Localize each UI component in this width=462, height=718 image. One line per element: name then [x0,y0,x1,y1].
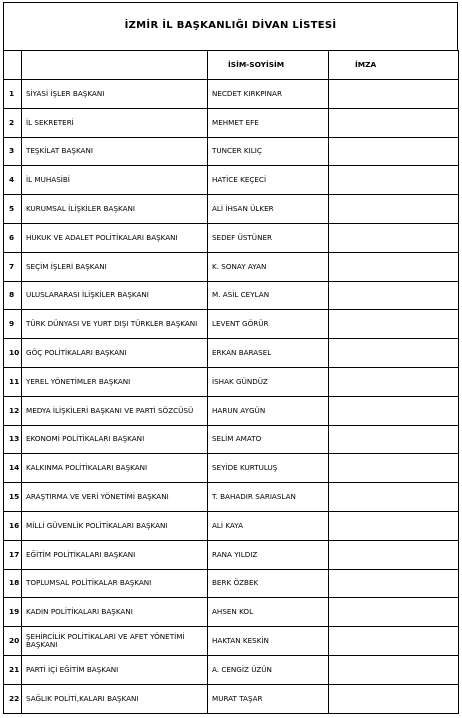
row-number: 8 [4,281,22,310]
signature-cell [329,540,459,569]
signature-cell [329,425,459,454]
position-cell: TEŞKİLAT BAŞKANI [22,137,208,166]
position-cell: PARTİ İÇİ EĞİTİM BAŞKANI [22,655,208,684]
name-cell: NECDET KIRKPINAR [208,80,329,109]
divan-table [3,50,459,714]
table-row [4,598,459,627]
position-cell: SAĞLIK POLİTİ,KALARI BAŞKANI [22,684,208,713]
table-row [4,281,459,310]
signature-cell [329,80,459,109]
row-number: 5 [4,195,22,224]
row-number: 19 [4,598,22,627]
position-cell: EKONOMİ POLİTİKALARI BAŞKANI [22,425,208,454]
position-cell: MEDYA İLİŞKİLERİ BAŞKANI VE PARTİ SÖZCÜSÜ [22,396,208,425]
row-number: 3 [4,137,22,166]
signature-cell [329,252,459,281]
name-cell: M. ASİL CEYLAN [208,281,329,310]
signature-cell [329,684,459,713]
name-cell: RANA YILDIZ [208,540,329,569]
header-position [22,51,208,80]
row-number: 17 [4,540,22,569]
position-cell: ŞEHİRCİLİK POLİTİKALARI VE AFET YÖNETİMİ BAŞKANI [22,627,208,656]
row-number: 13 [4,425,22,454]
title-box [3,2,458,50]
signature-cell [329,166,459,195]
row-number: 21 [4,655,22,684]
table-header-row [4,51,459,80]
signature-cell [329,598,459,627]
position-cell: GÖÇ POLİTİKALARI BAŞKANI [22,339,208,368]
table-row [4,569,459,598]
row-number: 18 [4,569,22,598]
row-number: 11 [4,367,22,396]
row-number: 4 [4,166,22,195]
signature-cell [329,627,459,656]
table-row [4,166,459,195]
table-row [4,540,459,569]
table-row [4,425,459,454]
position-cell: İL MUHASİBİ [22,166,208,195]
signature-cell [329,281,459,310]
signature-cell [329,655,459,684]
signature-cell [329,396,459,425]
position-cell: KALKINMA POLİTİKALARI BAŞKANI [22,454,208,483]
position-cell: YEREL YÖNETİMLER BAŞKANI [22,367,208,396]
signature-cell [329,569,459,598]
row-number: 7 [4,252,22,281]
position-cell: ULUSLARARASI İLİŞKİLER BAŞKANI [22,281,208,310]
header-no [4,51,22,80]
position-cell: EĞİTİM POLİTİKALARI BAŞKANI [22,540,208,569]
signature-cell [329,223,459,252]
name-cell: TUNCER KILIÇ [208,137,329,166]
position-cell: SİYASİ İŞLER BAŞKANI [22,80,208,109]
row-number: 2 [4,108,22,137]
position-cell: İL SEKRETERİ [22,108,208,137]
name-cell: HARUN AYGÜN [208,396,329,425]
signature-cell [329,454,459,483]
name-cell: ALİ KAYA [208,511,329,540]
name-cell: HATİCE KEÇECİ [208,166,329,195]
divan-table-body [4,51,459,714]
table-row [4,339,459,368]
name-cell: SELİM AMATO [208,425,329,454]
divan-list-document [3,2,458,715]
signature-cell [329,483,459,512]
row-number: 20 [4,627,22,656]
name-cell: K. SONAY AYAN [208,252,329,281]
name-cell: A. CENGİZ ÜZÜN [208,655,329,684]
position-cell: KADIN POLİTİKALARI BAŞKANI [22,598,208,627]
table-row [4,223,459,252]
table-row [4,195,459,224]
name-cell: LEVENT GÖRÜR [208,310,329,339]
table-row [4,310,459,339]
row-number: 9 [4,310,22,339]
signature-cell [329,137,459,166]
position-cell: KURUMSAL İLİŞKİLER BAŞKANI [22,195,208,224]
row-number: 1 [4,80,22,109]
row-number: 6 [4,223,22,252]
position-cell: ARAŞTIRMA VE VERİ YÖNETİMİ BAŞKANI [22,483,208,512]
row-number: 10 [4,339,22,368]
signature-cell [329,310,459,339]
table-row [4,511,459,540]
table-row [4,396,459,425]
position-cell: MİLLİ GÜVENLİK POLİTİKALARI BAŞKANI [22,511,208,540]
row-number: 14 [4,454,22,483]
name-cell: İSHAK GÜNDÜZ [208,367,329,396]
row-number: 12 [4,396,22,425]
position-cell: TOPLUMSAL POLİTİKALAR BAŞKANI [22,569,208,598]
signature-cell [329,367,459,396]
table-row [4,137,459,166]
table-row [4,80,459,109]
name-cell: SEDEF ÜSTÜNER [208,223,329,252]
table-row [4,252,459,281]
name-cell: BERK ÖZBEK [208,569,329,598]
header-signature: İMZA [329,51,459,80]
table-row [4,367,459,396]
name-cell: ALİ İHSAN ÜLKER [208,195,329,224]
name-cell: ERKAN BARASEL [208,339,329,368]
table-row [4,655,459,684]
signature-cell [329,511,459,540]
position-cell: HUKUK VE ADALET POLİTİKALARI BAŞKANI [22,223,208,252]
row-number: 15 [4,483,22,512]
name-cell: HAKTAN KESKİN [208,627,329,656]
name-cell: T. BAHADIR SARIASLAN [208,483,329,512]
name-cell: AHSEN KOL [208,598,329,627]
header-name: İSİM-SOYİSİM [208,51,329,80]
position-cell: TÜRK DÜNYASI VE YURT DIŞI TÜRKLER BAŞKANI [22,310,208,339]
position-cell: SEÇİM İŞLERİ BAŞKANI [22,252,208,281]
table-row [4,684,459,713]
name-cell: MURAT TAŞAR [208,684,329,713]
row-number: 16 [4,511,22,540]
signature-cell [329,108,459,137]
signature-cell [329,339,459,368]
table-row [4,483,459,512]
table-row [4,627,459,656]
table-row [4,454,459,483]
row-number: 22 [4,684,22,713]
signature-cell [329,195,459,224]
name-cell: SEYİDE KURTULUŞ [208,454,329,483]
name-cell: MEHMET EFE [208,108,329,137]
document-title: İZMİR İL BAŞKANLIĞI DİVAN LİSTESİ [124,20,337,31]
table-row [4,108,459,137]
